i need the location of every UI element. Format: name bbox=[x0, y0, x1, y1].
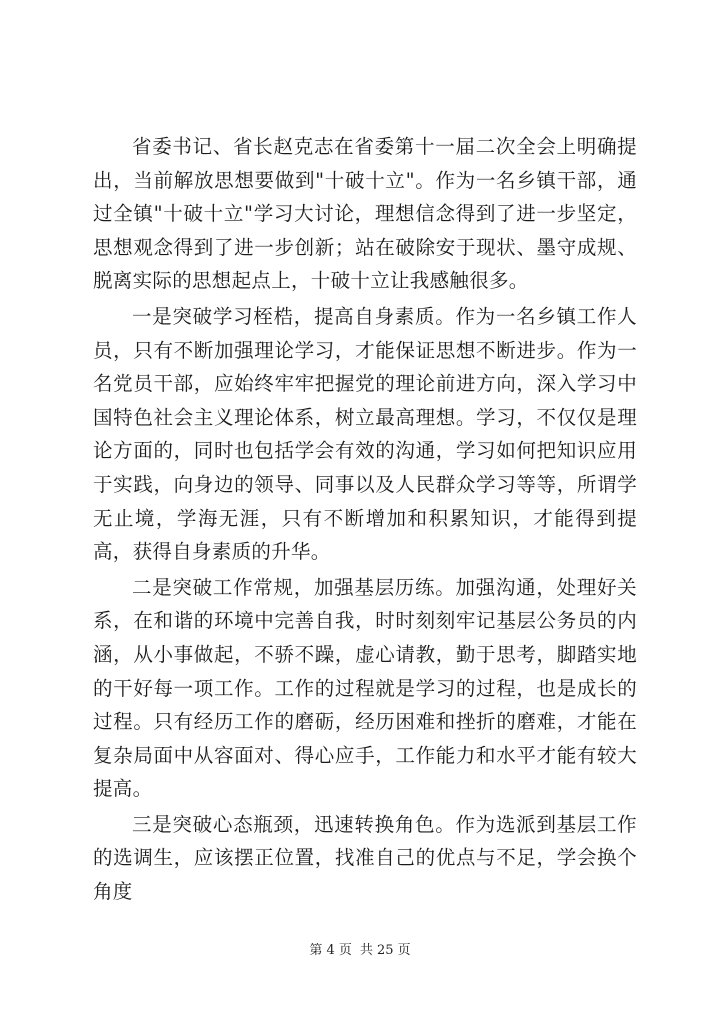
paragraph-point-three: 三是突破心态瓶颈，迅速转换角色。作为选派到基层工作的选调生，应该摆正位置，找准自己的优点与不足，学会换个角度 bbox=[93, 812, 637, 904]
page-total: 共 25 页 bbox=[359, 943, 411, 958]
paragraph-point-two: 二是突破工作常规，加强基层历练。加强沟通，处理好关系，在和谐的环境中完善自我，时时刻刻牢记基层公务员的内涵，从小事做起，不骄不躁，虚心请教，勤于思考，脚踏实地的干好每一项工作。工作的过程就是学习的过程，也是成长的过程。只有经历工作的磨砺，经历困难和挫折的磨难，才能在复杂局面中从容面对、得心应手，工作能力和水平才能有较大提高。 bbox=[93, 575, 637, 801]
paragraph-intro: 省委书记、省长赵克志在省委第十一届二次全会上明确提出，当前解放思想要做到"十破十立"。作为一名乡镇干部，通过全镇"十破十立"学习大讨论，理想信念得到了进一步坚定，思想观念得到了进一步创新；站在破除安于现状、墨守成规、脱离实际的思想起点上，十破十立让我感触很多。 bbox=[93, 135, 637, 293]
paragraph-point-one: 一是突破学习桎梏，提高自身素质。作为一名乡镇工作人员，只有不断加强理论学习，才能保证思想不断进步。作为一名党员干部，应始终牢牢把握党的理论前进方向，深入学习中国特色社会主义理论体系，树立最高理想。学习，不仅仅是理论方面的，同时也包括学会有效的沟通，学习如何把知识应用于实践，向身边的领导、同事以及人民群众学习等等，所谓学无止境，学海无涯，只有不断增加和积累知识，才能得到提高，获得自身素质的升华。 bbox=[93, 304, 637, 564]
page-footer bbox=[0, 942, 720, 960]
page-number: 第 4 页 bbox=[309, 943, 352, 958]
document-body bbox=[93, 130, 637, 911]
